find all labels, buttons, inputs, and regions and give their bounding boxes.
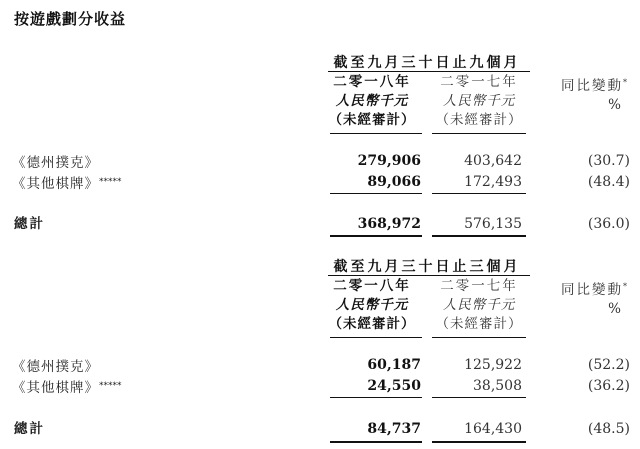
unit-label: 人民幣千元 <box>442 297 516 313</box>
value-2017: 125,922 <box>464 357 522 373</box>
unit-label: 人民幣千元 <box>442 93 516 109</box>
year-label: 二零一七年 <box>440 278 518 294</box>
subtotal-line-2017 <box>432 193 526 194</box>
period-header: 截至九月三十日止九個月 <box>333 55 521 71</box>
year-label: 二零一八年 <box>333 74 411 90</box>
yoy-label: 同比變動 <box>561 78 623 94</box>
value-yoy: (48.4) <box>587 174 630 190</box>
total-2018: 84,737 <box>367 421 421 437</box>
table-row <box>0 172 640 192</box>
column-header-yoy <box>538 277 628 319</box>
header-underline-2017 <box>432 337 526 338</box>
total-yoy: (48.5) <box>587 421 630 437</box>
header-underline-2018 <box>330 133 422 134</box>
table-row <box>0 376 640 396</box>
period-header: 截至九月三十日止三個月 <box>333 259 521 275</box>
column-header-2018 <box>322 277 422 334</box>
game-label: 《德州撲克》 <box>12 155 99 171</box>
subtotal-line-2017 <box>432 397 526 398</box>
total-2017: 164,430 <box>464 421 522 437</box>
total-double-line-2017 <box>432 235 526 237</box>
year-label: 二零一七年 <box>440 74 518 90</box>
audit-note: （未經審計） <box>328 112 416 128</box>
column-header-2018 <box>322 73 422 130</box>
value-yoy: (52.2) <box>587 357 630 373</box>
total-2017: 576,135 <box>464 216 522 232</box>
period-underline <box>328 71 530 72</box>
game-label: 《德州撲克》 <box>12 359 99 375</box>
year-label: 二零一八年 <box>333 278 411 294</box>
column-header-2017 <box>430 73 528 130</box>
total-double-line-2018 <box>330 441 422 443</box>
audit-note: （未經審計） <box>435 316 523 332</box>
value-2018: 89,066 <box>367 174 421 190</box>
table-row <box>0 151 640 171</box>
percent-unit: % <box>608 301 622 317</box>
header-underline-2017 <box>432 133 526 134</box>
period-underline <box>328 275 530 276</box>
value-yoy: (30.7) <box>587 153 630 169</box>
total-double-line-2017 <box>432 441 526 443</box>
header-underline-2018 <box>330 337 422 338</box>
value-yoy: (36.2) <box>587 378 630 394</box>
unit-label: 人民幣千元 <box>335 297 409 313</box>
yoy-label: 同比變動 <box>561 282 623 298</box>
audit-note: （未經審計） <box>328 316 416 332</box>
percent-unit: % <box>608 97 622 113</box>
value-2018: 60,187 <box>367 357 421 373</box>
total-row <box>0 419 640 439</box>
footnote-mark: * <box>623 282 628 291</box>
total-label: 總計 <box>14 421 45 437</box>
value-2017: 403,642 <box>464 153 522 169</box>
footnote-mark: * <box>623 78 628 87</box>
column-header-yoy <box>538 73 628 115</box>
total-label: 總計 <box>14 216 45 232</box>
value-2017: 172,493 <box>464 174 522 190</box>
total-yoy: (36.0) <box>587 216 630 232</box>
column-header-2017 <box>430 277 528 334</box>
total-row <box>0 214 640 234</box>
audit-note: （未經審計） <box>435 112 523 128</box>
game-label: 《其他棋牌》***** <box>12 380 122 396</box>
game-label: 《其他棋牌》***** <box>12 176 122 192</box>
value-2018: 24,550 <box>367 378 421 394</box>
value-2017: 38,508 <box>473 378 522 394</box>
table-row <box>0 355 640 375</box>
subtotal-line-2018 <box>330 397 422 398</box>
subtotal-line-2018 <box>330 193 422 194</box>
total-double-line-2018 <box>330 235 422 237</box>
total-2018: 368,972 <box>357 216 421 232</box>
unit-label: 人民幣千元 <box>335 93 409 109</box>
page-title: 按遊戲劃分收益 <box>14 10 127 28</box>
value-2018: 279,906 <box>357 153 421 169</box>
